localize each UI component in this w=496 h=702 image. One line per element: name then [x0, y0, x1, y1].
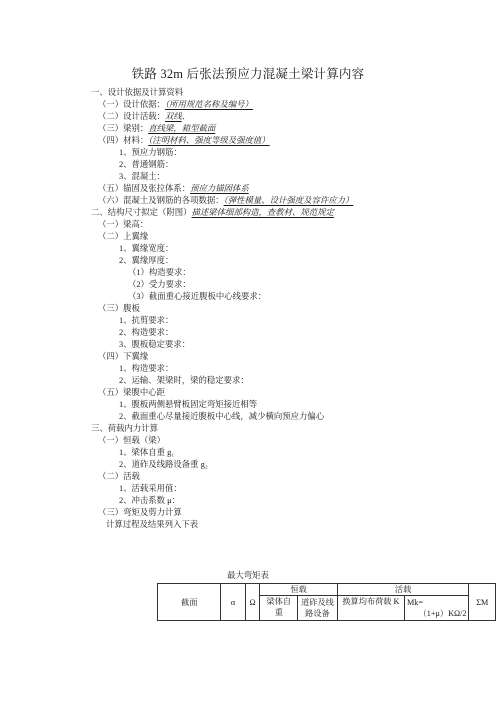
flange-force-req: （2）受力要求：	[128, 280, 191, 289]
item-note: （注明材料、强度等级及强度值）	[148, 136, 270, 145]
item-label: （三）梁别：	[98, 124, 149, 133]
dead-load-ballast: 2、道砟及线路设备重 g₂	[119, 460, 208, 469]
item-tail: 、	[181, 112, 191, 121]
material-concrete: 3、混凝土：	[119, 172, 166, 181]
heading-note: 描述梁体细部构造，查教材、规范规定	[191, 208, 334, 217]
item-web: （三）腹板	[98, 304, 140, 313]
impact-factor: 2、冲击系数 μ：	[119, 496, 181, 505]
item-beam-height: （一）梁高：	[98, 220, 149, 229]
item-note: （所用规范名称及编号）	[165, 100, 253, 109]
item-label: （四）材料：	[98, 136, 149, 145]
header-dead-load: 恒载	[260, 584, 337, 596]
item-note: 预应力锚固体系	[190, 184, 249, 193]
header-equivalent-load: 换算均布荷载 K	[337, 596, 404, 621]
item-live-load: （二）活载	[98, 472, 140, 481]
item-label: （一）设计依据：	[98, 100, 165, 109]
flange-thickness: 2、翼缘厚度：	[119, 256, 174, 265]
dead-load-self-weight: 1、梁体自重 g₁	[119, 448, 175, 457]
table-caption: 最大弯矩表	[227, 571, 269, 580]
heading-text: 二、结构尺寸拟定（附图）	[91, 208, 192, 217]
item-label: （六）混凝土及钢筋的各项数据：	[98, 196, 224, 205]
item-materials	[98, 135, 270, 146]
header-section: 截面	[158, 584, 221, 621]
item-label: （二）设计活载：	[98, 112, 165, 121]
bottom-stability-req: 2、运输、架梁时，梁的稳定要求：	[119, 376, 249, 385]
item-note: 双线	[165, 112, 182, 121]
flange-centroid-req: （3）截面重心接近腹板中心线要求：	[128, 292, 267, 301]
header-omega: Ω	[245, 584, 260, 621]
section-2-heading	[91, 207, 334, 218]
header-alpha: α	[221, 584, 245, 621]
mk-formula: （1+μ）KΩ/2	[418, 609, 467, 618]
header-mk	[404, 596, 468, 621]
max-moment-table	[157, 583, 496, 621]
web-spacing-2: 2、截面重心尽量接近腹板中心线，减少横向预应力偏心	[119, 412, 325, 421]
mk-label: Mk=	[406, 598, 423, 607]
item-bottom-flange: （四）下翼缘	[98, 352, 149, 361]
material-ordinary-steel: 2、普通钢筋：	[119, 160, 174, 169]
header-sum-moment: ΣM	[469, 584, 496, 621]
web-spacing-1: 1、腹板两侧悬臂板固定弯矩接近相等	[119, 400, 258, 409]
web-construct-req: 2、构造要求：	[119, 328, 174, 337]
bottom-construct-req: 1、构造要求：	[119, 364, 174, 373]
calc-note: 计算过程及结果列入下表	[106, 520, 199, 529]
live-load-value: 1、活载采用值：	[119, 484, 182, 493]
header-beam-weight: 梁体自重	[260, 596, 298, 621]
web-stability-req: 3、腹板稳定要求：	[119, 340, 191, 349]
item-web-spacing: （五）梁腹中心距	[98, 388, 165, 397]
item-design-live-load	[98, 111, 190, 122]
header-live-load: 活载	[337, 584, 469, 596]
flange-construct-req: （1）构造要求：	[128, 268, 191, 277]
header-ballast: 道砟及线路设备	[298, 596, 338, 621]
section-1-heading: 一、设计依据及计算资料	[91, 88, 184, 97]
item-design-basis	[98, 99, 253, 110]
material-prestress-steel: 1、预应力钢筋：	[119, 148, 182, 157]
flange-width: 1、翼缘宽度：	[119, 244, 174, 253]
item-dead-load: （一）恒载（梁）	[98, 436, 165, 445]
document-title: 铁路 32m 后张法预应力混凝土梁计算内容	[131, 67, 365, 81]
section-3-heading: 三、荷载内力计算	[91, 424, 158, 433]
item-note: （弹性模量、设计强度及容许应力）	[223, 196, 354, 205]
item-material-data	[98, 195, 353, 206]
table-header-row-1	[158, 584, 496, 596]
item-label: （五）锚固及张拉体系：	[98, 184, 191, 193]
item-anchorage-system	[98, 183, 249, 194]
item-top-flange: （二）上翼缘	[98, 232, 149, 241]
web-shear-req: 1、抗剪要求：	[119, 316, 174, 325]
item-beam-type	[98, 123, 215, 134]
item-note: 直线梁，箱型截面	[148, 124, 216, 133]
item-moment-shear: （三）弯矩及剪力计算	[98, 508, 182, 517]
